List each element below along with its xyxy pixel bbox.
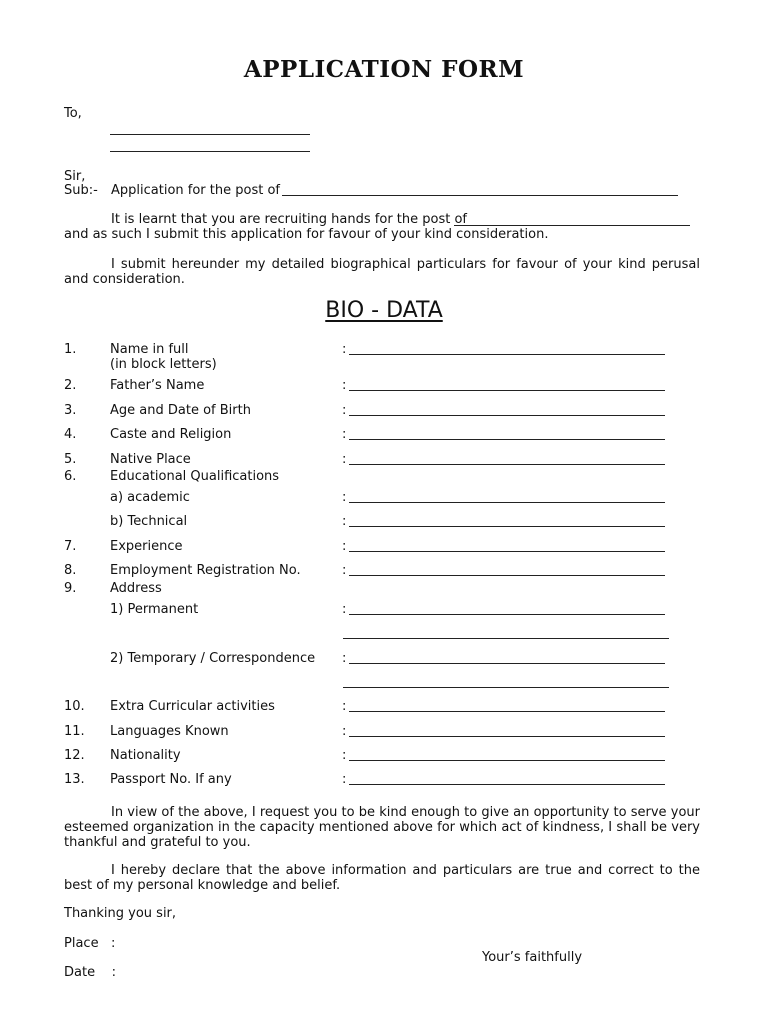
bio-data-heading: BIO - DATA bbox=[325, 298, 443, 323]
field-colon: : bbox=[342, 651, 347, 666]
field-colon: : bbox=[342, 748, 347, 763]
field-number: 8. bbox=[64, 563, 77, 578]
permanent-address-line-2[interactable] bbox=[343, 638, 669, 639]
employment-reg-input-line[interactable] bbox=[349, 575, 665, 576]
field-colon: : bbox=[342, 539, 347, 554]
nationality-label: Nationality bbox=[110, 748, 181, 763]
age-dob-label: Age and Date of Birth bbox=[110, 403, 251, 418]
field-colon: : bbox=[342, 490, 347, 505]
intro-paragraph-line-2: and as such I submit this application for favour of your kind consideration. bbox=[64, 227, 549, 242]
to-address-line-2[interactable] bbox=[110, 151, 310, 152]
field-number: 3. bbox=[64, 403, 77, 418]
field-number: 6. bbox=[64, 469, 77, 484]
name-input-line[interactable] bbox=[349, 354, 665, 355]
field-colon: : bbox=[342, 378, 347, 393]
temporary-address-line-2[interactable] bbox=[343, 687, 669, 688]
education-label: Educational Qualifications bbox=[110, 469, 280, 484]
address-label: Address bbox=[110, 581, 162, 596]
native-place-label: Native Place bbox=[110, 452, 191, 467]
technical-label: b) Technical bbox=[110, 514, 188, 529]
intro-paragraph-line-1: It is learnt that you are recruiting hands for the post of bbox=[111, 212, 467, 227]
subject-text: Application for the post of bbox=[111, 183, 280, 198]
field-number: 1. bbox=[64, 342, 77, 357]
field-colon: : bbox=[342, 699, 347, 714]
field-colon: : bbox=[342, 342, 347, 357]
field-colon: : bbox=[342, 403, 347, 418]
thanking-text: Thanking you sir, bbox=[64, 906, 177, 921]
post-applied-line[interactable] bbox=[282, 195, 678, 196]
extra-curricular-input-line[interactable] bbox=[349, 711, 665, 712]
nationality-input-line[interactable] bbox=[349, 760, 665, 761]
field-number: 5. bbox=[64, 452, 77, 467]
technical-input-line[interactable] bbox=[349, 526, 665, 527]
field-number: 7. bbox=[64, 539, 77, 554]
sir-label: Sir, bbox=[64, 169, 86, 184]
field-colon: : bbox=[342, 724, 347, 739]
experience-input-line[interactable] bbox=[349, 551, 665, 552]
submission-paragraph: I submit hereunder my detailed biographical particulars for favour of your kind perusal and consideration. bbox=[64, 257, 700, 287]
field-colon: : bbox=[342, 452, 347, 467]
temporary-address-line-1[interactable] bbox=[349, 663, 665, 664]
permanent-address-label: 1) Permanent bbox=[110, 602, 199, 617]
academic-input-line[interactable] bbox=[349, 502, 665, 503]
academic-label: a) academic bbox=[110, 490, 190, 505]
field-colon: : bbox=[342, 563, 347, 578]
temporary-address-label: 2) Temporary / Correspondence bbox=[110, 651, 316, 666]
field-number: 13. bbox=[64, 772, 85, 787]
field-number: 9. bbox=[64, 581, 77, 596]
field-colon: : bbox=[342, 514, 347, 529]
date-label: Date : bbox=[64, 965, 116, 980]
passport-label: Passport No. If any bbox=[110, 772, 232, 787]
place-label: Place : bbox=[64, 936, 116, 951]
age-dob-input-line[interactable] bbox=[349, 415, 665, 416]
recruiting-post-line[interactable] bbox=[454, 225, 690, 226]
passport-input-line[interactable] bbox=[349, 784, 665, 785]
request-paragraph: In view of the above, I request you to be kind enough to give an opportunity to serve your esteemed organization in the capacity mentioned above for which act of kindness, I shall be very thankful and grateful to you. bbox=[64, 805, 700, 850]
native-place-input-line[interactable] bbox=[349, 464, 665, 465]
name-sublabel: (in block letters) bbox=[110, 357, 217, 372]
declaration-paragraph: I hereby declare that the above information and particulars are true and correct to the best of my personal knowledge and belief. bbox=[64, 863, 700, 893]
caste-religion-label: Caste and Religion bbox=[110, 427, 232, 442]
field-number: 4. bbox=[64, 427, 77, 442]
permanent-address-line-1[interactable] bbox=[349, 614, 665, 615]
experience-label: Experience bbox=[110, 539, 183, 554]
to-address-line-1[interactable] bbox=[110, 134, 310, 135]
field-colon: : bbox=[342, 427, 347, 442]
subject-prefix: Sub:- bbox=[64, 183, 98, 198]
to-label: To, bbox=[64, 106, 82, 121]
fathers-name-input-line[interactable] bbox=[349, 390, 665, 391]
field-number: 11. bbox=[64, 724, 85, 739]
employment-reg-label: Employment Registration No. bbox=[110, 563, 301, 578]
name-label: Name in full bbox=[110, 342, 189, 357]
languages-label: Languages Known bbox=[110, 724, 229, 739]
field-number: 2. bbox=[64, 378, 77, 393]
field-number: 10. bbox=[64, 699, 85, 714]
languages-input-line[interactable] bbox=[349, 736, 665, 737]
field-number: 12. bbox=[64, 748, 85, 763]
page-title: APPLICATION FORM bbox=[243, 56, 525, 83]
yours-faithfully: Your’s faithfully bbox=[482, 950, 583, 965]
field-colon: : bbox=[342, 772, 347, 787]
field-colon: : bbox=[342, 602, 347, 617]
caste-religion-input-line[interactable] bbox=[349, 439, 665, 440]
extra-curricular-label: Extra Curricular activities bbox=[110, 699, 275, 714]
fathers-name-label: Father’s Name bbox=[110, 378, 205, 393]
